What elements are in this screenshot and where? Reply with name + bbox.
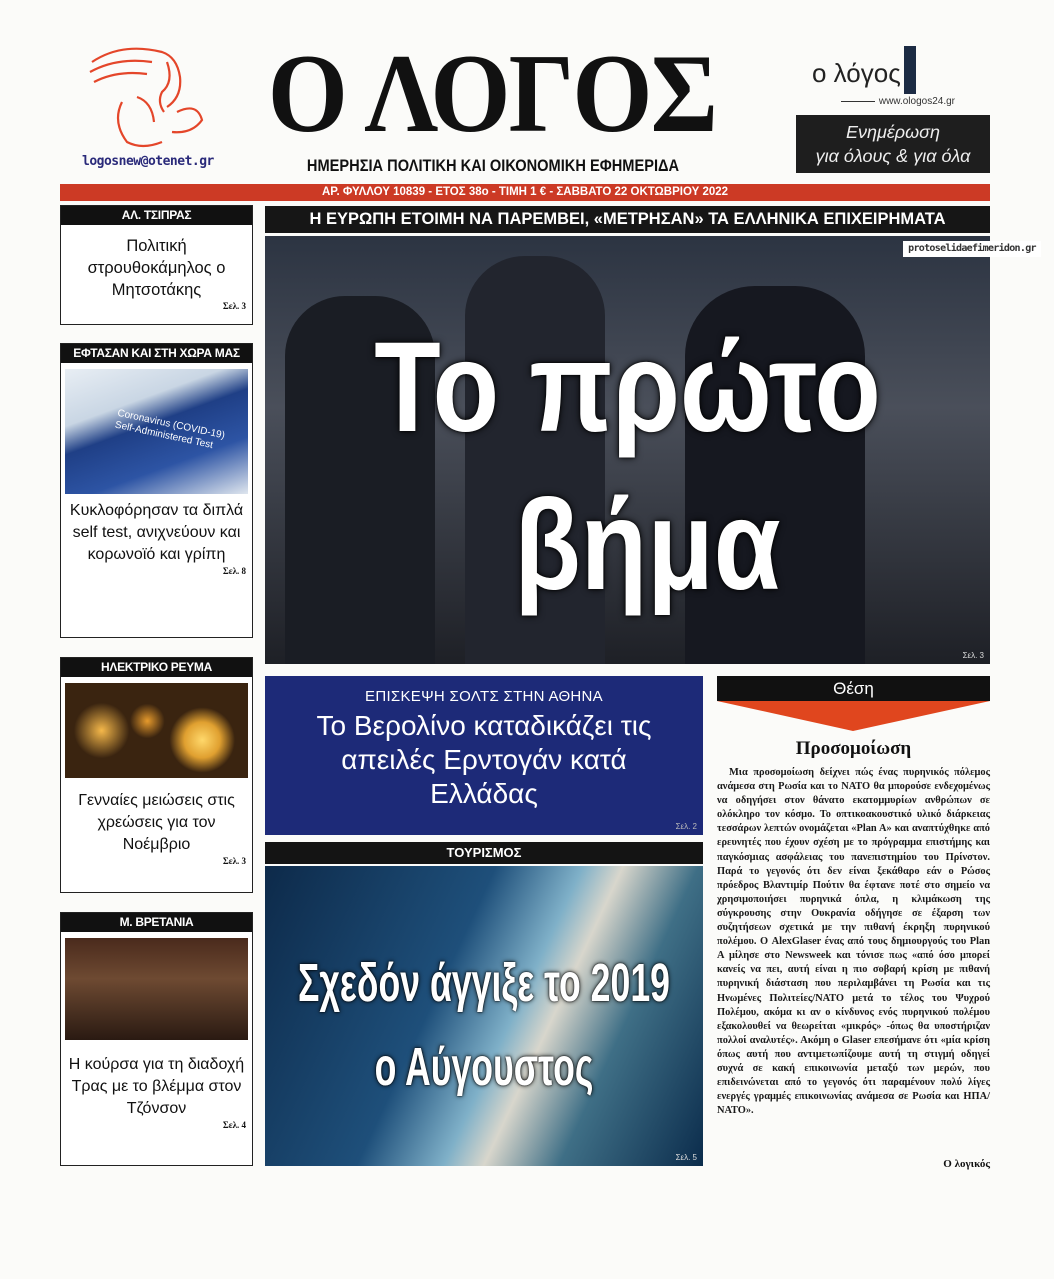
- site-brand-text: ο λόγος: [812, 58, 901, 88]
- issue-info-bar: ΑΡ. ΦΥΛΛΟΥ 10839 - ΕΤΟΣ 38ο - ΤΙΜΗ 1 € - ΣΑΒΒΑΤΟ 22 ΟΚΤΩΒΡΙΟΥ 2022: [60, 184, 990, 201]
- editorial-title: Προσομοίωση: [795, 738, 912, 759]
- brand-24-mark-icon: [904, 46, 916, 94]
- story-title: Γενναίες μειώσεις στις χρεώσεις για τον Νοέμβριο: [78, 792, 235, 853]
- watermark: protoselidaefimeridon.gr: [903, 241, 1041, 257]
- editorial-section-label: Θέση: [717, 676, 990, 701]
- masthead-title: Ο ΛΟΓΟΣ: [267, 32, 717, 156]
- page-ref: Σελ. 3: [962, 651, 984, 660]
- site-url: www.ologos24.gr: [830, 96, 955, 107]
- slogan-line-2: για όλους & για όλα: [815, 146, 971, 166]
- tourism-headline-line-2: ο Αύγουστος: [374, 1037, 594, 1097]
- page-ref: Σελ. 8: [222, 566, 246, 576]
- story-kicker: ΕΠΙΣΚΕΨΗ ΣΟΛΤΣ ΣΤΗΝ ΑΘΗΝΑ: [365, 688, 603, 705]
- story-title: Πολιτική στρουθοκάμηλος ο Μητσοτάκης: [87, 237, 226, 299]
- lead-headline-line-1: Το πρώτο: [374, 316, 881, 459]
- tourism-headline-line-1: Σχεδόν άγγιξε το 2019: [298, 953, 670, 1013]
- story-title: Κυκλοφόρησαν τα διπλά self test, ανιχνεύουν και κορωνοϊό και γρίπη: [69, 502, 244, 563]
- editorial-signature: Ο λογικός: [943, 1158, 990, 1170]
- editorial-triangle-decoration: [717, 701, 990, 731]
- second-story[interactable]: [265, 676, 703, 835]
- editorial-body: Μια προσομοίωση δείχνει πώς ένας πυρηνικός πόλεμος ανάμεσα στη Ρωσία και το ΝΑΤΟ θα μπορούσε ενδεχομένως να οδηγήσει στον θάνατο εκατομμυρίων ανθρώπων σε ολόκληρο τον κόσμο. Το οπτικοακουστικό υλικό διάρκειας τεσσάρων λεπτών ονομάζεται «Plan A» και αναπτύχθηκε από ερευνητές που έχουν σχέση με το πρόγραμμα επιστήμης και παγκόσμιας ασφάλειας του πανεπιστημίου του Πρίνστον. Παρά το γεγονός ότι δεν είναι ξεκάθαρο εάν ο Ρώσος πρόεδρος Βλαντιμίρ Πούτιν θα έφτανε ποτέ στο σημείο να χρησιμοποιήσει πυρηνικά όπλα, η κλιμάκωση της σύγκρουσης στην Ουκρανία οδήγησε σε έξαρση των συζητήσεων σχετικά με την πιθανή έκρηξη πυρηνικού πολέμου. Ο AlexGlaser ένας από τους δημιουργούς του Plan A μίλησε στο Newsweek και τόνισε πως «από όσο μπορεί κανείς να πει, αυτή είναι η πιο σοβαρή κρίση με πιθανή πυρηνική διάσταση που περιλαμβάνει τη Ρωσία και τις Ηνωμένες Πολιτείες/ΝΑΤΟ μετά το τέλος του Ψυχρού Πολέμου, ακόμα κι αν ο κίνδυνος ενός πυρηνικού πολέμου εξακολουθεί να θεωρείται «μικρός» -όπως θα υποστήριζαν πολλοί αναλυτές». Ακόμη ο Glaser επεσήμανε ότι «μία κρίση όπως αυτή που αντιμετωπίζουμε αυτή τη στιγμή οδηγεί συχνά σε κακή επικοινωνία μεταξύ των μερών, που επιδεινώνεται από το γεγονός ότι παραμένουν πολύ λίγες ενεργές γραμμές επικοινωνίας ανάμεσα σε Ρωσία και ΗΠΑ/ΝΑΤΟ».: [717, 767, 990, 1117]
- page-ref: Σελ. 5: [675, 1153, 697, 1162]
- story-title: Η κούρσα για τη διαδοχή Τρας με το βλέμμα στον Τζόνσον: [68, 1056, 245, 1117]
- page-ref: Σελ. 3: [222, 856, 246, 866]
- sidebar-story-2[interactable]: [60, 343, 253, 638]
- light-bulb-photo: [65, 683, 248, 778]
- story-kicker: ΗΛΕΚΤΡΙΚΟ ΡΕΥΜΑ: [61, 658, 252, 677]
- story-kicker: ΕΦΤΑΣΑΝ ΚΑΙ ΣΤΗ ΧΩΡΑ ΜΑΣ: [61, 344, 252, 363]
- slogan-line-1: Ενημέρωση: [846, 122, 940, 142]
- lead-story-photo[interactable]: [265, 236, 990, 664]
- parliament-photo: [65, 938, 248, 1040]
- newspaper-logo-illustration: [82, 42, 207, 152]
- tourism-kicker: ΤΟΥΡΙΣΜΟΣ: [265, 842, 703, 864]
- page-ref: Σελ. 4: [222, 1120, 246, 1130]
- masthead-subtitle: ΗΜΕΡΗΣΙΑ ΠΟΛΙΤΙΚΗ ΚΑΙ ΟΙΚΟΝΟΜΙΚΗ ΕΦΗΜΕΡΙΔΑ: [306, 156, 680, 175]
- photo-caption-text: Coronavirus (COVID-19) Self-Administered Test: [113, 407, 226, 452]
- sidebar-story-3[interactable]: [60, 657, 253, 893]
- sidebar-story-4[interactable]: [60, 912, 253, 1166]
- story-title: Το Βερολίνο καταδικάζει τις απειλές Ερντογάν κατά Ελλάδας: [316, 710, 652, 809]
- main-banner: Η ΕΥΡΩΠΗ ΕΤΟΙΜΗ ΝΑ ΠΑΡΕΜΒΕΙ, «ΜΕΤΡΗΣΑΝ» ΤΑ ΕΛΛΗΝΙΚΑ ΕΠΙΧΕΙΡΗΜΑΤΑ: [265, 206, 990, 233]
- story-kicker: ΑΛ. ΤΣΙΠΡΑΣ: [61, 206, 252, 225]
- self-test-photo: [65, 369, 248, 494]
- slogan-box: [796, 115, 990, 173]
- lead-headline-line-2: βήμα: [514, 474, 781, 617]
- page-ref: Σελ. 3: [222, 301, 246, 311]
- contact-email: logosnew@otenet.gr: [82, 154, 214, 169]
- tourism-story-photo[interactable]: [265, 866, 703, 1166]
- story-kicker: Μ. ΒΡΕΤΑΝΙΑ: [61, 913, 252, 932]
- page-ref: Σελ. 2: [675, 822, 697, 831]
- site-brand: [812, 58, 962, 94]
- sidebar-story-1[interactable]: [60, 205, 253, 325]
